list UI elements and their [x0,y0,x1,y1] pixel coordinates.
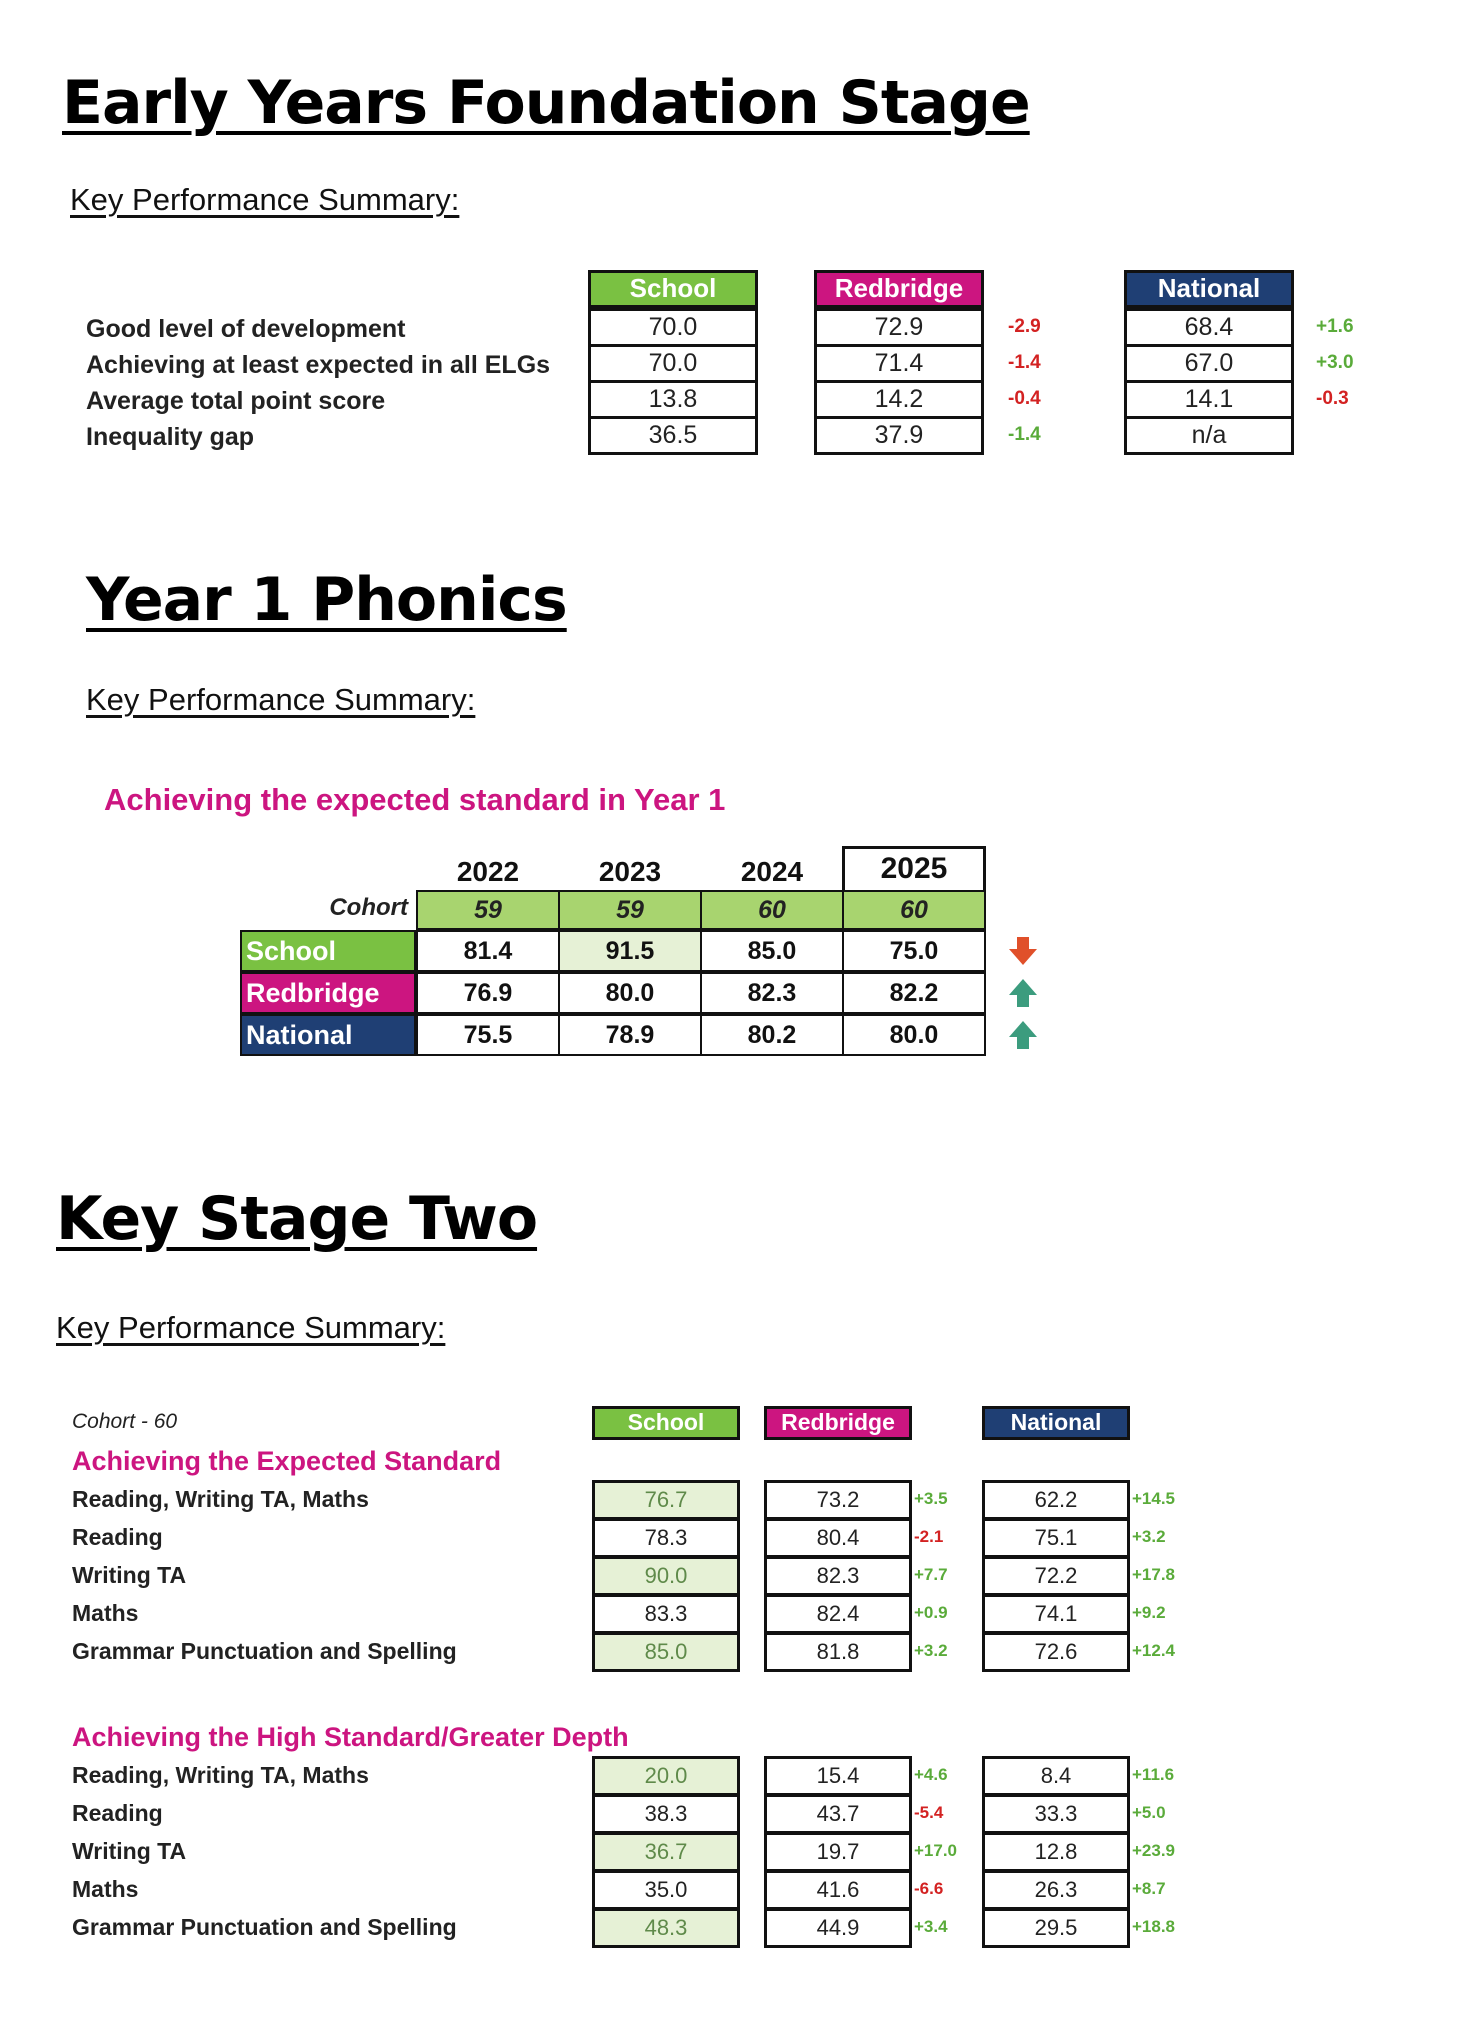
phonics-value: 85.0 [700,930,844,972]
ks2-redbridge-diff: +0.9 [914,1603,948,1622]
ks2-redbridge-value: 44.9 [764,1908,912,1948]
ks2-redbridge-diff: +3.4 [914,1917,948,1936]
ks2-row-label: Writing TA [72,1838,187,1864]
ks2-national-value: 8.4 [982,1756,1130,1796]
phonics-cohort-value: 59 [416,890,560,930]
ks2-redbridge-diff: -6.6 [914,1879,944,1898]
eyfs-row-label: Good level of development [86,315,406,343]
phonics-row-label: School [240,930,416,972]
phonics-cohort-value: 60 [842,890,986,930]
phonics-value: 75.5 [416,1014,560,1056]
ks2-header-national: National [982,1406,1130,1440]
ks2-redbridge-value: 82.3 [764,1556,912,1596]
eyfs-header-redbridge: Redbridge [814,270,984,308]
ks2-national-value: 12.8 [982,1832,1130,1872]
ks2-national-value: 33.3 [982,1794,1130,1834]
ks2-header-school: School [592,1406,740,1440]
phonics-row-label: Redbridge [240,972,416,1014]
phonics-value: 82.3 [700,972,844,1014]
ks2-school-value: 90.0 [592,1556,740,1596]
ks2-school-value: 36.7 [592,1832,740,1872]
ks2-national-value: 29.5 [982,1908,1130,1948]
ks2-national-diff: +9.2 [1132,1603,1166,1622]
eyfs-national-value: 67.0 [1124,344,1294,383]
trend-up-arrow-icon [1006,1018,1040,1052]
eyfs-school-value: 13.8 [588,380,758,419]
phonics-value: 80.0 [558,972,702,1014]
ks2-school-value: 76.7 [592,1480,740,1520]
phonics-value: 75.0 [842,930,986,972]
phonics-row-label: National [240,1014,416,1056]
eyfs-national-diff: -0.3 [1316,388,1349,409]
eyfs-school-value: 70.0 [588,344,758,383]
eyfs-redbridge-value: 72.9 [814,308,984,347]
ks2-title: Key Stage Two [56,1184,538,1254]
phonics-year-header: 2024 [740,856,804,887]
ks2-row-label: Maths [72,1876,139,1902]
ks2-row-label: Reading, Writing TA, Maths [72,1762,369,1788]
ks2-row-label: Grammar Punctuation and Spelling [72,1914,457,1940]
ks2-school-value: 85.0 [592,1632,740,1672]
phonics-value: 76.9 [416,972,560,1014]
ks2-national-diff: +3.2 [1132,1527,1166,1546]
eyfs-national-diff: +1.6 [1316,316,1354,337]
phonics-heading: Achieving the expected standard in Year 1 [104,782,726,817]
ks2-national-value: 74.1 [982,1594,1130,1634]
eyfs-national-value: n/a [1124,416,1294,455]
phonics-value: 91.5 [558,930,702,972]
ks2-national-diff: +11.6 [1132,1765,1175,1784]
eyfs-redbridge-diff: -2.9 [1008,316,1041,337]
ks2-redbridge-value: 82.4 [764,1594,912,1634]
ks2-school-value: 35.0 [592,1870,740,1910]
eyfs-redbridge-diff: -1.4 [1008,352,1041,373]
ks2-national-diff: +23.9 [1132,1841,1176,1860]
ks2-expected-heading: Achieving the Expected Standard [72,1446,502,1476]
trend-down-arrow-icon [1006,934,1040,968]
ks2-row-label: Maths [72,1600,139,1626]
phonics-cohort-value: 59 [558,890,702,930]
ks2-school-value: 20.0 [592,1756,740,1796]
ks2-redbridge-diff: +4.6 [914,1765,948,1784]
ks2-national-diff: +5.0 [1132,1803,1166,1822]
ks2-redbridge-diff: +17.0 [914,1841,958,1860]
eyfs-national-diff: +3.0 [1316,352,1354,373]
ks2-redbridge-value: 73.2 [764,1480,912,1520]
ks2-redbridge-diff: -2.1 [914,1527,944,1546]
ks2-national-diff: +8.7 [1132,1879,1166,1898]
ks2-redbridge-value: 15.4 [764,1756,912,1796]
ks2-school-value: 38.3 [592,1794,740,1834]
eyfs-row-label: Inequality gap [86,423,255,451]
ks2-redbridge-value: 19.7 [764,1832,912,1872]
ks2-school-value: 83.3 [592,1594,740,1634]
ks2-row-label: Writing TA [72,1562,187,1588]
eyfs-school-value: 70.0 [588,308,758,347]
phonics-value: 80.0 [842,1014,986,1056]
ks2-national-diff: +17.8 [1132,1565,1176,1584]
ks2-national-diff: +18.8 [1132,1917,1176,1936]
eyfs-school-value: 36.5 [588,416,758,455]
eyfs-subtitle: Key Performance Summary: [70,182,460,217]
phonics-year-header: 2023 [598,856,662,887]
phonics-value: 81.4 [416,930,560,972]
eyfs-redbridge-value: 37.9 [814,416,984,455]
eyfs-redbridge-diff: -1.4 [1008,424,1041,445]
ks2-school-value: 48.3 [592,1908,740,1948]
ks2-subtitle: Key Performance Summary: [56,1310,446,1345]
ks2-national-value: 75.1 [982,1518,1130,1558]
eyfs-redbridge-value: 14.2 [814,380,984,419]
ks2-national-diff: +12.4 [1132,1641,1176,1660]
eyfs-row-label: Achieving at least expected in all ELGs [86,351,551,379]
ks2-redbridge-value: 43.7 [764,1794,912,1834]
ks2-header-redbridge: Redbridge [764,1406,912,1440]
phonics-subtitle: Key Performance Summary: [86,682,476,717]
trend-up-arrow-icon [1006,976,1040,1010]
phonics-cohort-label: Cohort [329,894,408,921]
ks2-national-value: 72.2 [982,1556,1130,1596]
eyfs-title: Early Years Foundation Stage [62,68,1030,138]
eyfs-redbridge-diff: -0.4 [1008,388,1041,409]
phonics-cohort-value: 60 [700,890,844,930]
ks2-national-value: 72.6 [982,1632,1130,1672]
ks2-national-value: 62.2 [982,1480,1130,1520]
ks2-national-value: 26.3 [982,1870,1130,1910]
ks2-row-label: Reading [72,1800,163,1826]
ks2-row-label: Grammar Punctuation and Spelling [72,1638,457,1664]
eyfs-redbridge-value: 71.4 [814,344,984,383]
eyfs-row-label: Average total point score [86,387,386,415]
phonics-year-header: 2022 [456,856,520,887]
ks2-redbridge-diff: +7.7 [914,1565,948,1584]
phonics-value: 78.9 [558,1014,702,1056]
ks2-national-diff: +14.5 [1132,1489,1176,1508]
eyfs-header-national: National [1124,270,1294,308]
ks2-redbridge-diff: +3.5 [914,1489,948,1508]
ks2-row-label: Reading [72,1524,163,1550]
ks2-redbridge-value: 41.6 [764,1870,912,1910]
ks2-redbridge-diff: -5.4 [914,1803,944,1822]
eyfs-national-value: 68.4 [1124,308,1294,347]
phonics-value: 80.2 [700,1014,844,1056]
ks2-cohort-note: Cohort - 60 [72,1410,178,1433]
phonics-title: Year 1 Phonics [86,565,567,635]
eyfs-header-school: School [588,270,758,308]
ks2-row-label: Reading, Writing TA, Maths [72,1486,369,1512]
phonics-value: 82.2 [842,972,986,1014]
ks2-school-value: 78.3 [592,1518,740,1558]
eyfs-national-value: 14.1 [1124,380,1294,419]
ks2-redbridge-value: 80.4 [764,1518,912,1558]
ks2-redbridge-diff: +3.2 [914,1641,948,1660]
ks2-redbridge-value: 81.8 [764,1632,912,1672]
phonics-year-header: 2025 [880,852,948,885]
ks2-high-heading: Achieving the High Standard/Greater Depth [72,1722,629,1752]
